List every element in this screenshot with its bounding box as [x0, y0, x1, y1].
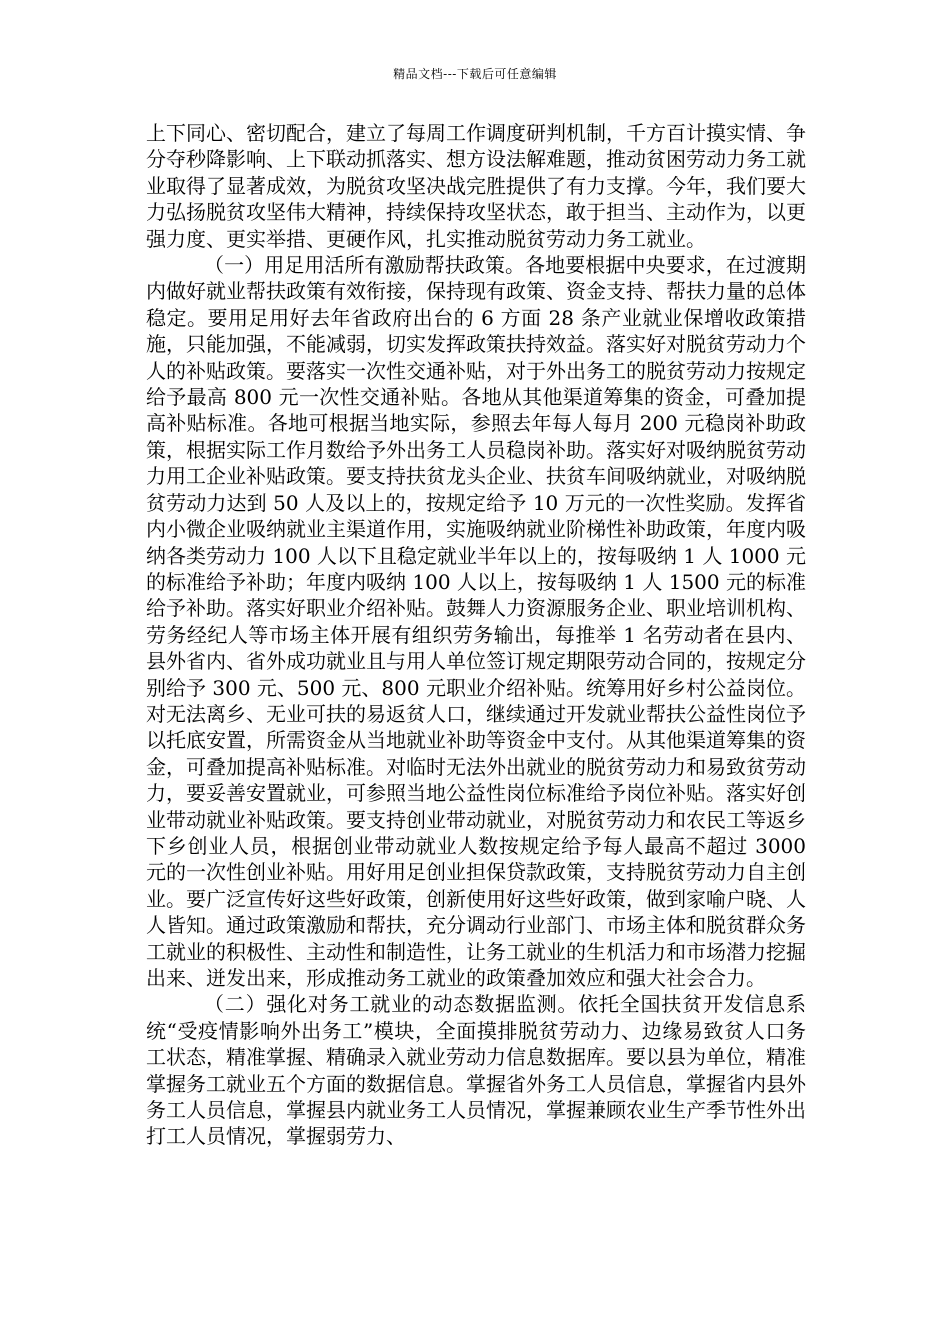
paragraph-intro: 上下同心、密切配合，建立了每周工作调度研判机制，千方百计摸实情、争分夺秒降影响、上下联动抓落实、想方设法解难题，推动贫困劳动力务工就业取得了显著成效，为脱贫攻坚决战完胜提供了有力支撑。今年，我们要大力弘扬脱贫攻坚伟大精神，持续保持攻坚状态，敢于担当、主动作为，以更强力度、更实举措、更硬作风，扎实推动脱贫劳动力务工就业。 — [146, 121, 806, 251]
paragraph-section-1: （一）用足用活所有激励帮扶政策。各地要根据中央要求，在过渡期内做好就业帮扶政策有效衔接，保持现有政策、资金支持、帮扶力量的总体稳定。要用足用好去年省政府出台的 6 方面 28 条产业就业保增收政策措施，只能加强，不能减弱，切实发挥政策扶持效益。落实好对脱贫劳动力个人的补贴政策。要落实一次性交通补贴，对于外出务工的脱贫劳动力按规定给予最高 800 元一次性交通补贴。各地从其他渠道筹集的资金，可叠加提高补贴标准。各地可根据当地实际，参照去年每人每月 200 元稳岗补助政策，根据实际工作月数给予外出务工人员稳岗补助。落实好对吸纳脱贫劳动力用工企业补贴政策。要支持扶贫龙头企业、扶贫车间吸纳就业，对吸纳脱贫劳动力达到 50 人及以上的，按规定给予 10 万元的一次性奖励。发挥省内小微企业吸纳就业主渠道作用，实施吸纳就业阶梯性补助政策，年度内吸纳各类劳动力 100 人以下且稳定就业半年以上的，按每吸纳 1 人 1000 元的标准给予补助；年度内吸纳 100 人以上，按每吸纳 1 人 1500 元的标准给予补助。落实好职业介绍补贴。鼓舞人力资源服务企业、职业培训机构、劳务经纪人等市场主体开展有组织劳务输出，每推举 1 名劳动者在县内、县外省内、省外成功就业且与用人单位签订规定期限劳动合同的，按规定分别给予 300 元、500 元、800 元职业介绍补贴。统筹用好乡村公益岗位。对无法离乡、无业可扶的易返贫人口，继续通过开发就业帮扶公益性岗位予以托底安置，所需资金从当地就业补助等资金中支付。从其他渠道筹集的资金，可叠加提高补贴标准。对临时无法外出就业的脱贫劳动力和易致贫劳动力，要妥善安置就业，可参照当地公益性岗位标准给予岗位补贴。落实好创业带动就业补贴政策。要支持创业带动就业，对脱贫劳动力和农民工等返乡下乡创业人员，根据创业带动就业人数按规定给予每人最高不超过 3000 元的一次性创业补贴。用好用足创业担保贷款政策，支持脱贫劳动力自主创业。要广泛宣传好这些好政策，创新使用好这些好政策，做到家喻户晓、人人皆知。通过政策激励和帮扶，充分调动行业部门、市场主体和脱贫群众务工就业的积极性、主动性和制造性，让务工就业的生机活力和市场潜力挖掘出来、迸发出来，形成推动务工就业的政策叠加效应和强大社会合力。 — [146, 253, 806, 990]
document-body — [146, 120, 806, 1150]
paragraph-section-2: （二）强化对务工就业的动态数据监测。依托全国扶贫开发信息系统“受疫情影响外出务工”模块，全面摸排脱贫劳动力、边缘易致贫人口务工状态，精准掌握、精确录入就业劳动力信息数据库。要以县为单位，精准掌握务工就业五个方面的数据信息。掌握省外务工人员信息，掌握省内县外务工人员信息，掌握县内就业务工人员情况，掌握兼顾农业生产季节性外出打工人员情况，掌握弱劳力、 — [146, 992, 806, 1149]
page-header: 精品文档---下载后可任意编辑 — [393, 67, 557, 81]
